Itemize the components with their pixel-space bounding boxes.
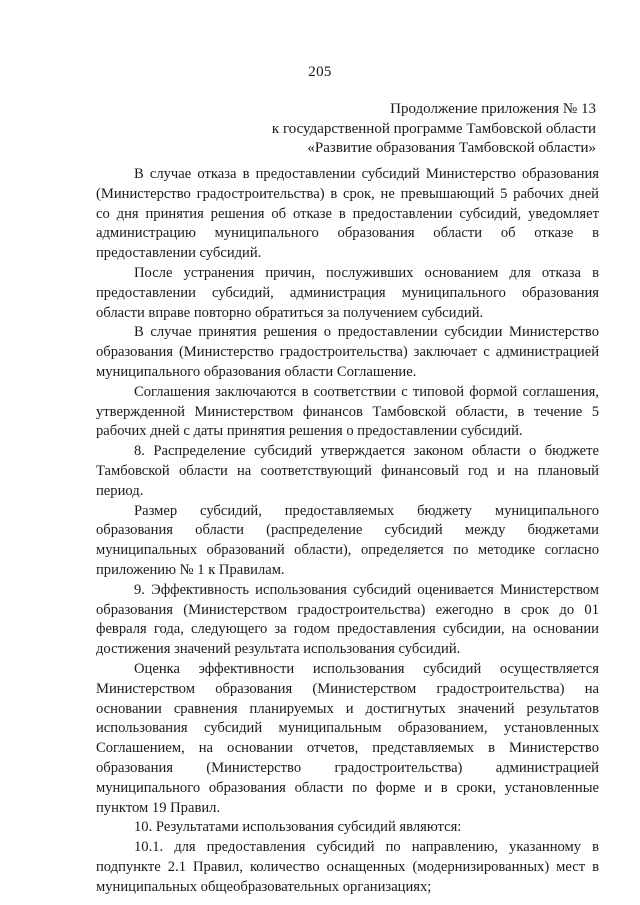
- document-body: [96, 165, 599, 897]
- paragraph-agreement-form: Соглашения заключаются в соответствии с типовой формой соглашения, утвержденной Министерством финансов Тамбовской области, в течение 5 рабочих дней с даты принятия решения о предоставлении субсидий.: [96, 383, 599, 440]
- paragraph-repeat-application: После устранения причин, послуживших основанием для отказа в предоставлении субсидий, администрация муниципального образования области вправе повторно обратиться за получением субсидий.: [96, 264, 599, 321]
- document-header: [272, 100, 596, 159]
- paragraph-item-8: 8. Распределение субсидий утверждается законом области о бюджете Тамбовской области на соответствующий финансовый год и на плановый период.: [96, 443, 599, 499]
- header-line-appendix: Продолжение приложения № 13: [390, 101, 596, 117]
- paragraph-item-9: 9. Эффективность использования субсидий оценивается Министерством образования (Министерством градостроительства) ежегодно в срок до 01 февраля года, следующего за годом предоставления субсидии, на основании достижения значений результата использования субсидий.: [96, 581, 599, 658]
- paragraph-subsidy-size: Размер субсидий, предоставляемых бюджету муниципального образования области (распределение субсидий между бюджетами муниципальных образований области), определяется по методике согласно приложению № 1 к Правилам.: [96, 502, 599, 578]
- header-line-program: к государственной программе Тамбовской области: [271, 120, 596, 137]
- paragraph-refusal-notice: В случае отказа в предоставлении субсидий Министерство образования (Министерство градостроительства) в срок, не превышающий 5 рабочих дней со дня принятия решения об отказе в предоставлении субсидий, уведомляет администрацию муниципального образования области об отказе в предоставлении субсидий.: [96, 166, 599, 262]
- paragraph-item-10: 10. Результатами использования субсидий являются:: [134, 819, 462, 836]
- page-number: 205: [308, 64, 332, 80]
- paragraph-efficiency-assessment: Оценка эффективности использования субсидий осуществляется Министерством образования (Министерством градостроительства) на основании сравнения планируемых и достигнутых значений результатов использования субсидий муниципальным образованием, установленных Соглашением, на основании отчетов, представляемых в Министерство образования (Министерство градостроительства) администрацией муниципального образования области по форме и в сроки, установленные пунктом 19 Правил.: [96, 660, 599, 816]
- header-line-title: «Развитие образования Тамбовской области»: [307, 140, 596, 156]
- paragraph-item-10-1: 10.1. для предоставления субсидий по направлению, указанному в подпункте 2.1 Правил, количество оснащенных (модернизированных) мест в муниципальных общеобразовательных организациях;: [96, 839, 599, 895]
- paragraph-agreement: В случае принятия решения о предоставлении субсидии Министерство образования (Министерство градостроительства) заключает с администрацией муниципального образования области Соглашение.: [96, 324, 599, 380]
